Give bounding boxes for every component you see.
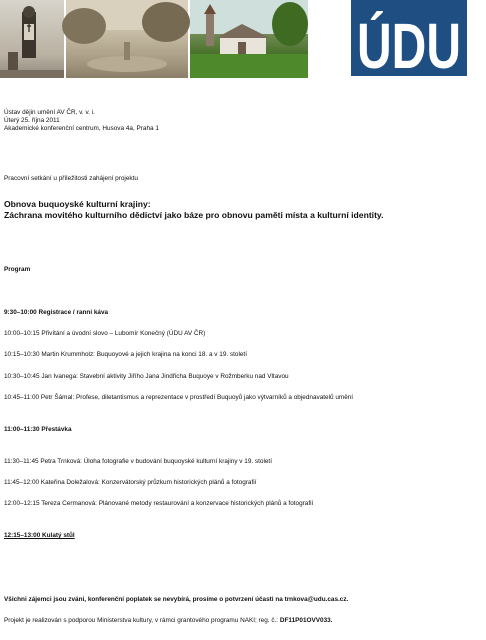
chapel-photo xyxy=(190,0,308,78)
park-photo xyxy=(66,0,188,78)
invitation-note: Všichni zájemci jsou zváni, konferenční poplatek se nevybírá, prosíme o potvrzení účasti na trnkova@udu.cas.cz. xyxy=(4,596,349,603)
program-item: 11:45–12:00 Kateřina Doležalová: Konzervátorský průzkum historických plánů a fotografií xyxy=(4,479,257,486)
program-item-registration: 9:30–10:00 Registrace / ranní káva xyxy=(4,309,109,316)
project-title-line2: Záchrana movitého kulturního dědictví jako báze pro obnovu paměti místa a kulturní identity. xyxy=(4,210,384,220)
udu-logo xyxy=(351,0,467,82)
header-photos xyxy=(0,0,310,78)
project-intro: Pracovní setkání u příležitosti zahájení projektu xyxy=(4,175,138,182)
grant-number: DF11P01OVV033. xyxy=(279,617,333,624)
program-item: 10:15–10:30 Martin Krummholz: Buquoyové a jejich krajina na konci 18. a v 19. století xyxy=(4,351,247,358)
program-heading: Program xyxy=(4,266,31,273)
institution: Ústav dějin umění AV ČR, v. v. i. xyxy=(4,109,95,116)
program-item: 10:30–10:45 Jan Ivanega: Stavební aktivity Jiřího Jana Jindřicha Buquoye v Rožmberku nad Vltavou xyxy=(4,373,289,380)
program-item-break: 11:00–11:30 Přestávka xyxy=(4,426,72,433)
logo-text: ÚDU xyxy=(357,10,461,82)
grant-prefix: Projekt je realizován s podporou Ministerstva kultury, v rámci grantového programu NAKI; reg. č.: xyxy=(4,617,279,624)
event-venue: Akademické konferenční centrum, Husova 4a, Praha 1 xyxy=(4,125,159,132)
program-item: 12:00–12:15 Tereza Cermanová: Plánované metody restaurování a konzervace historických plánů a fotografií xyxy=(4,500,314,507)
program-item: 10:00–10:15 Přivítání a úvodní slovo – Lubomír Konečný (ÚDU AV ČR) xyxy=(4,330,206,337)
program-item: 11:30–11:45 Petra Trnková: Úloha fotografie v budování buquoyské kulturní krajiny v 19. století xyxy=(4,458,272,465)
grant-note xyxy=(4,617,332,625)
event-date: Úterý 25. října 2011 xyxy=(4,117,60,124)
program-item: 10:45–11:00 Petr Šámal: Profese, diletantismus a reprezentace v prostředí Buquoyů jako výtvarníků a objednavatelů umění xyxy=(4,394,354,401)
project-title-line1: Obnova buquoyské kulturní krajiny: xyxy=(4,199,151,209)
portrait-photo xyxy=(0,0,64,78)
program-item-round-table: 12:15–13:00 Kulatý stůl xyxy=(4,532,75,539)
